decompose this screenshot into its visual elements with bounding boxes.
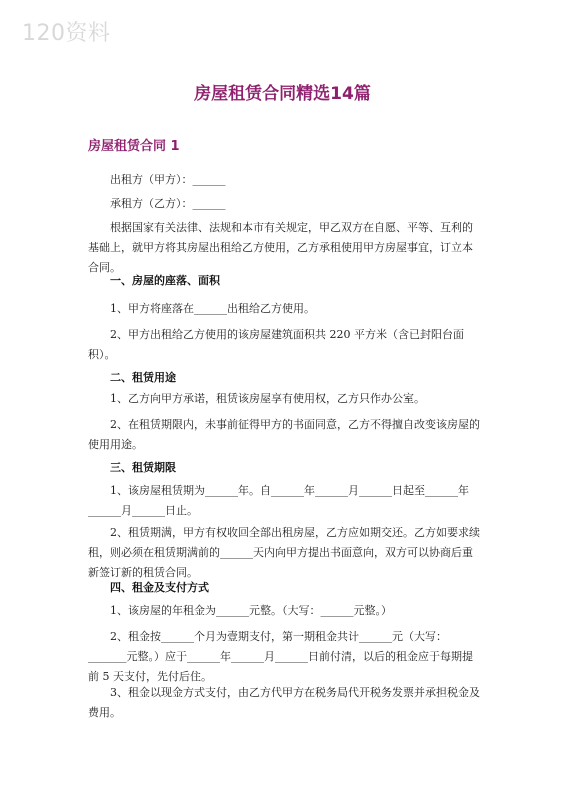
intro-paragraph: 根据国家有关法律、法规和本市有关规定，甲乙双方在自愿、平等、互利的基础上，就甲方将其房屋出租给乙方使用，乙方承租使用甲方房屋事宜，订立本合同。	[88, 221, 473, 274]
heading-lease-purpose: 二、租赁用途	[110, 371, 176, 384]
clause-1-1: 1、甲方将座落在______出租给乙方使用。	[110, 302, 315, 315]
section-title: 房屋租赁合同 1	[88, 139, 180, 154]
clause-2-2: 2、在租赁期限内，未事前征得甲方的书面同意，乙方不得擅自改变该房屋的使用用途。	[88, 418, 480, 451]
clause-3-1: 1、该房屋租赁期为______年。自______年______月______日起至______年______月______日止。	[88, 484, 469, 517]
watermark-logo: 120资料	[22, 21, 111, 46]
document-title: 房屋租赁合同精选14篇	[194, 84, 371, 104]
clause-2-1: 1、乙方向甲方承诺，租赁该房屋享有使用权，乙方只作办公室。	[110, 392, 425, 405]
clause-4-2: 2、租金按______个月为壹期支付，第一期租金共计______元（大写：_______元整。）应于______年______月______日前付清，以后的租金应于每期提前 5 天支付，先付后住。	[88, 630, 473, 683]
heading-location-area: 一、房屋的座落、面积	[110, 274, 220, 287]
lessor-line: 出租方（甲方）：______	[110, 173, 226, 186]
clause-1-2: 2、甲方出租给乙方使用的该房屋建筑面积共 220 平方米（含已封阳台面积）。	[88, 328, 464, 361]
heading-rent-payment: 四、租金及支付方式	[110, 581, 209, 594]
clause-4-3: 3、租金以现金方式支付，由乙方代甲方在税务局代开税务发票并承担税金及费用。	[88, 686, 480, 719]
clause-3-2: 2、租赁期满，甲方有权收回全部出租房屋，乙方应如期交还。乙方如要求续租，则必须在租赁期满前的______天内向甲方提出书面意向，双方可以协商后重新签订新的租赁合同。	[88, 526, 480, 579]
lessee-line: 承租方（乙方）：______	[110, 197, 226, 210]
heading-lease-term: 三、租赁期限	[110, 461, 176, 474]
clause-4-1: 1、该房屋的年租金为______元整。（大写：______元整。）	[110, 604, 392, 617]
